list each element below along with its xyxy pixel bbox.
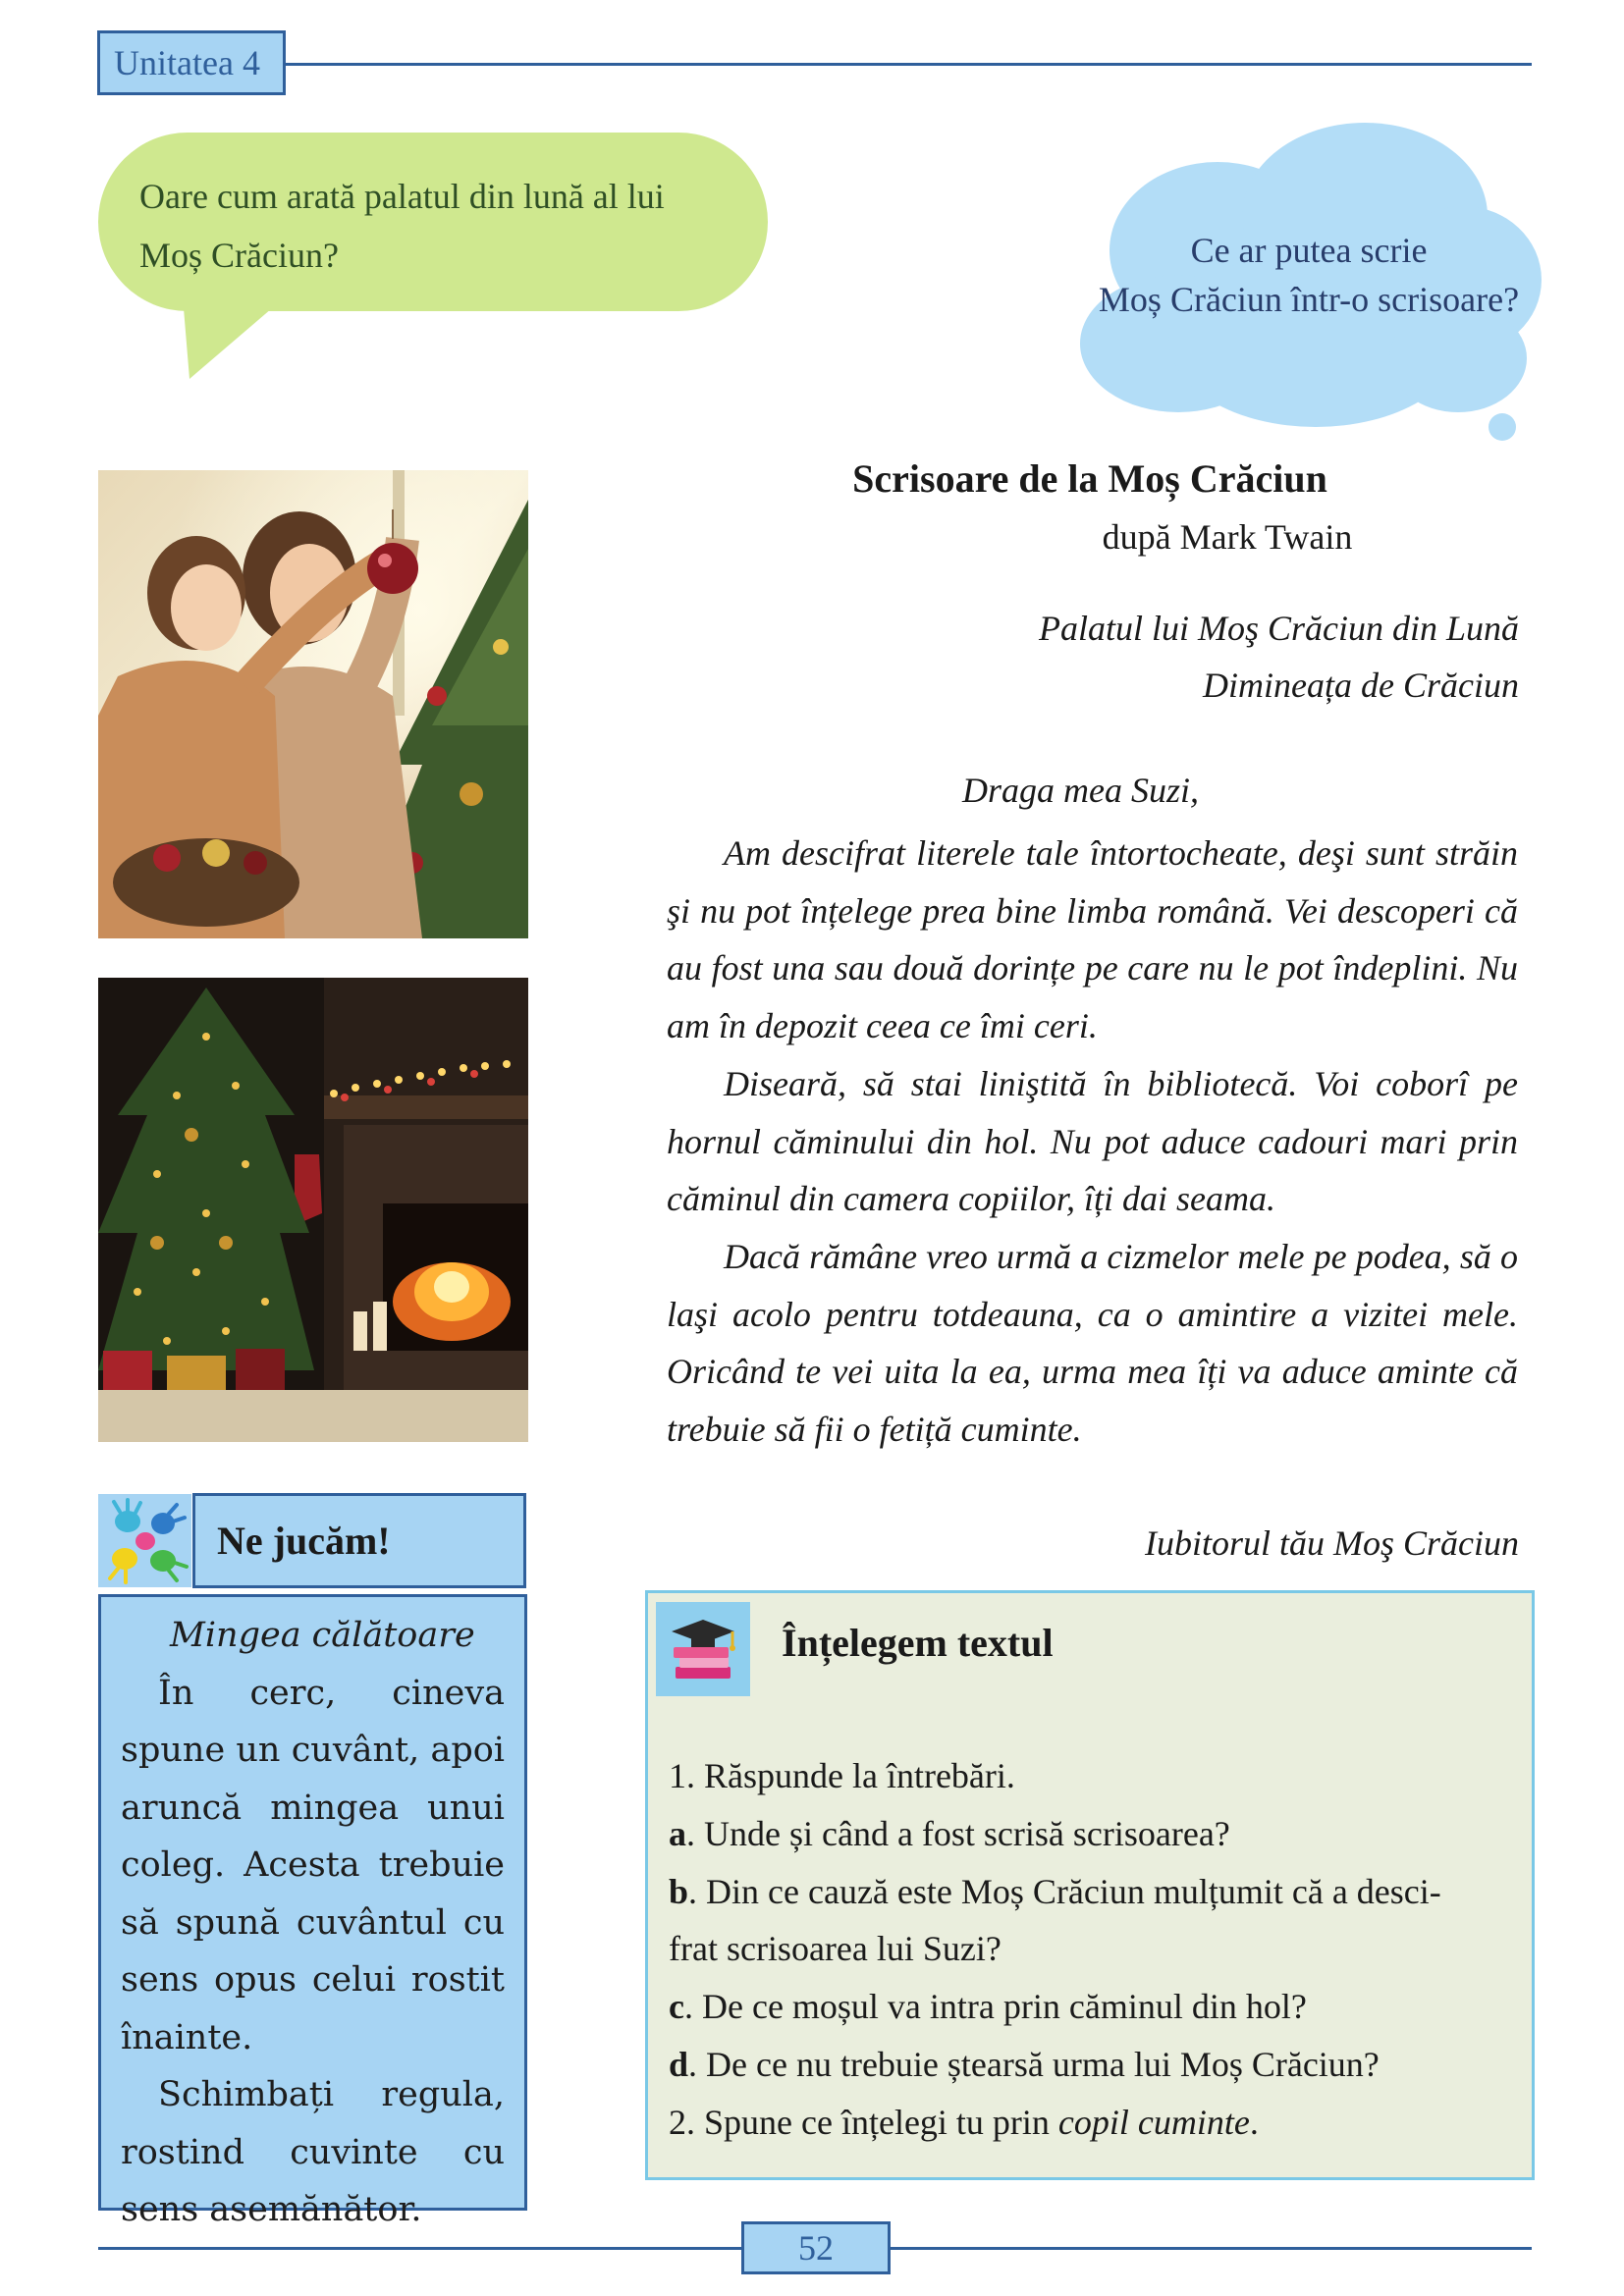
comprehension-questions	[669, 1747, 1515, 2152]
letter-place: Palatul lui Moş Crăciun din Lună	[1038, 609, 1519, 648]
question-d	[669, 2036, 1515, 2094]
books-graduation-cap-icon	[656, 1602, 750, 1696]
letter-paragraph: Diseară, să stai liniştită în bibliotecă. Voi coborî pe hornul căminului din hol. Nu pot aduce cadouri mari prin căminul din camera copiilor, îți dai seama.	[667, 1063, 1518, 1219]
unit-label-box	[97, 30, 286, 95]
letter-paragraph: Dacă rămâne vreo urmă a cizmelor mele pe podea, să o laşi acolo pentru totdeauna, ca o amintire a vizitei mele. Oricând te vei uita la ea, urma mea îți va aduce aminte că trebuie să fii o fetiță cuminte.	[667, 1236, 1518, 1450]
question-a-text: . Unde și când a fost scrisă scrisoarea?	[686, 1813, 1230, 1853]
letter-greeting: Draga mea Suzi,	[962, 771, 1199, 810]
letter-heading	[884, 600, 1519, 714]
question-a	[669, 1805, 1515, 1863]
thought-line-2: Moș Crăciun într-o scrisoare?	[1098, 280, 1520, 319]
question-c-letter: c	[669, 1987, 684, 2027]
speech-line-2: Moș Crăciun?	[139, 236, 339, 275]
photo-family-decorating-tree	[98, 470, 528, 938]
photo-christmas-tree-fireplace	[98, 978, 528, 1442]
game-rule: În cerc, cineva spune un cuvânt, apoi aruncă mingea unui coleg. Acesta trebuie să spună cuvântul cu sens opus celui rostit înainte.	[121, 1673, 505, 2057]
speech-line-1: Oare cum arată palatul din lună al lui	[139, 177, 665, 216]
question-b	[669, 1863, 1515, 1921]
colorful-hands-icon	[98, 1494, 191, 1587]
story-title: Scrisoare de la Moș Crăciun	[852, 456, 1327, 501]
speech-bubble-text	[139, 167, 748, 285]
comprehension-heading: Înțelegem textul	[782, 1621, 1054, 1665]
page-number-box	[741, 2221, 891, 2274]
page-number: 52	[798, 2228, 834, 2268]
thought-line-1: Ce ar putea scrie	[1190, 231, 1428, 270]
header-rule	[286, 63, 1532, 66]
unit-label: Unitatea 4	[114, 43, 260, 82]
game-description	[98, 1594, 527, 2229]
question-2-prefix: 2. Spune ce înțelegi tu prin	[669, 2102, 1058, 2142]
letter-paragraph: Am descifrat literele tale întortocheate, deşi sunt străin şi nu pot înțelege prea bine limba română. Vei descoperi că au fost una sau două dorințe pe care nu le pot îndeplini. Nu am în depozit ceea ce îmi ceri.	[667, 833, 1518, 1046]
game-variation: Schimbați regula, rostind cuvinte cu sens asemănător.	[121, 2075, 505, 2229]
question-1: 1. Răspunde la întrebări.	[669, 1756, 1015, 1795]
thought-bubble-text	[1078, 226, 1540, 324]
game-heading-box	[192, 1493, 526, 1588]
question-a-letter: a	[669, 1813, 686, 1853]
question-c	[669, 1978, 1515, 2036]
game-heading: Ne jucăm!	[217, 1519, 391, 1563]
letter-body	[667, 825, 1518, 1459]
question-2-suffix: .	[1249, 2102, 1259, 2142]
question-c-text: . De ce moșul va intra prin căminul din hol?	[683, 1987, 1307, 2027]
letter-date: Dimineața de Crăciun	[1203, 666, 1519, 705]
question-b-text: . Din ce cauză este Moș Crăciun mulțumit că a desci-	[688, 1871, 1441, 1911]
question-2-term: copil cuminte	[1057, 2102, 1250, 2142]
question-b-letter: b	[669, 1871, 689, 1911]
letter-signature: Iubitorul tău Moş Crăciun	[1144, 1523, 1519, 1563]
question-d-letter: d	[669, 2044, 689, 2084]
game-title: Mingea călătoare	[170, 1616, 475, 1655]
question-d-text: . De ce nu trebuie ștearsă urma lui Moș Crăciun?	[688, 2044, 1380, 2084]
question-b-continued: frat scrisoarea lui Suzi?	[669, 1929, 1001, 1969]
speech-bubble-tail	[182, 285, 319, 383]
story-author: după Mark Twain	[1102, 517, 1353, 557]
question-2	[669, 2094, 1515, 2152]
